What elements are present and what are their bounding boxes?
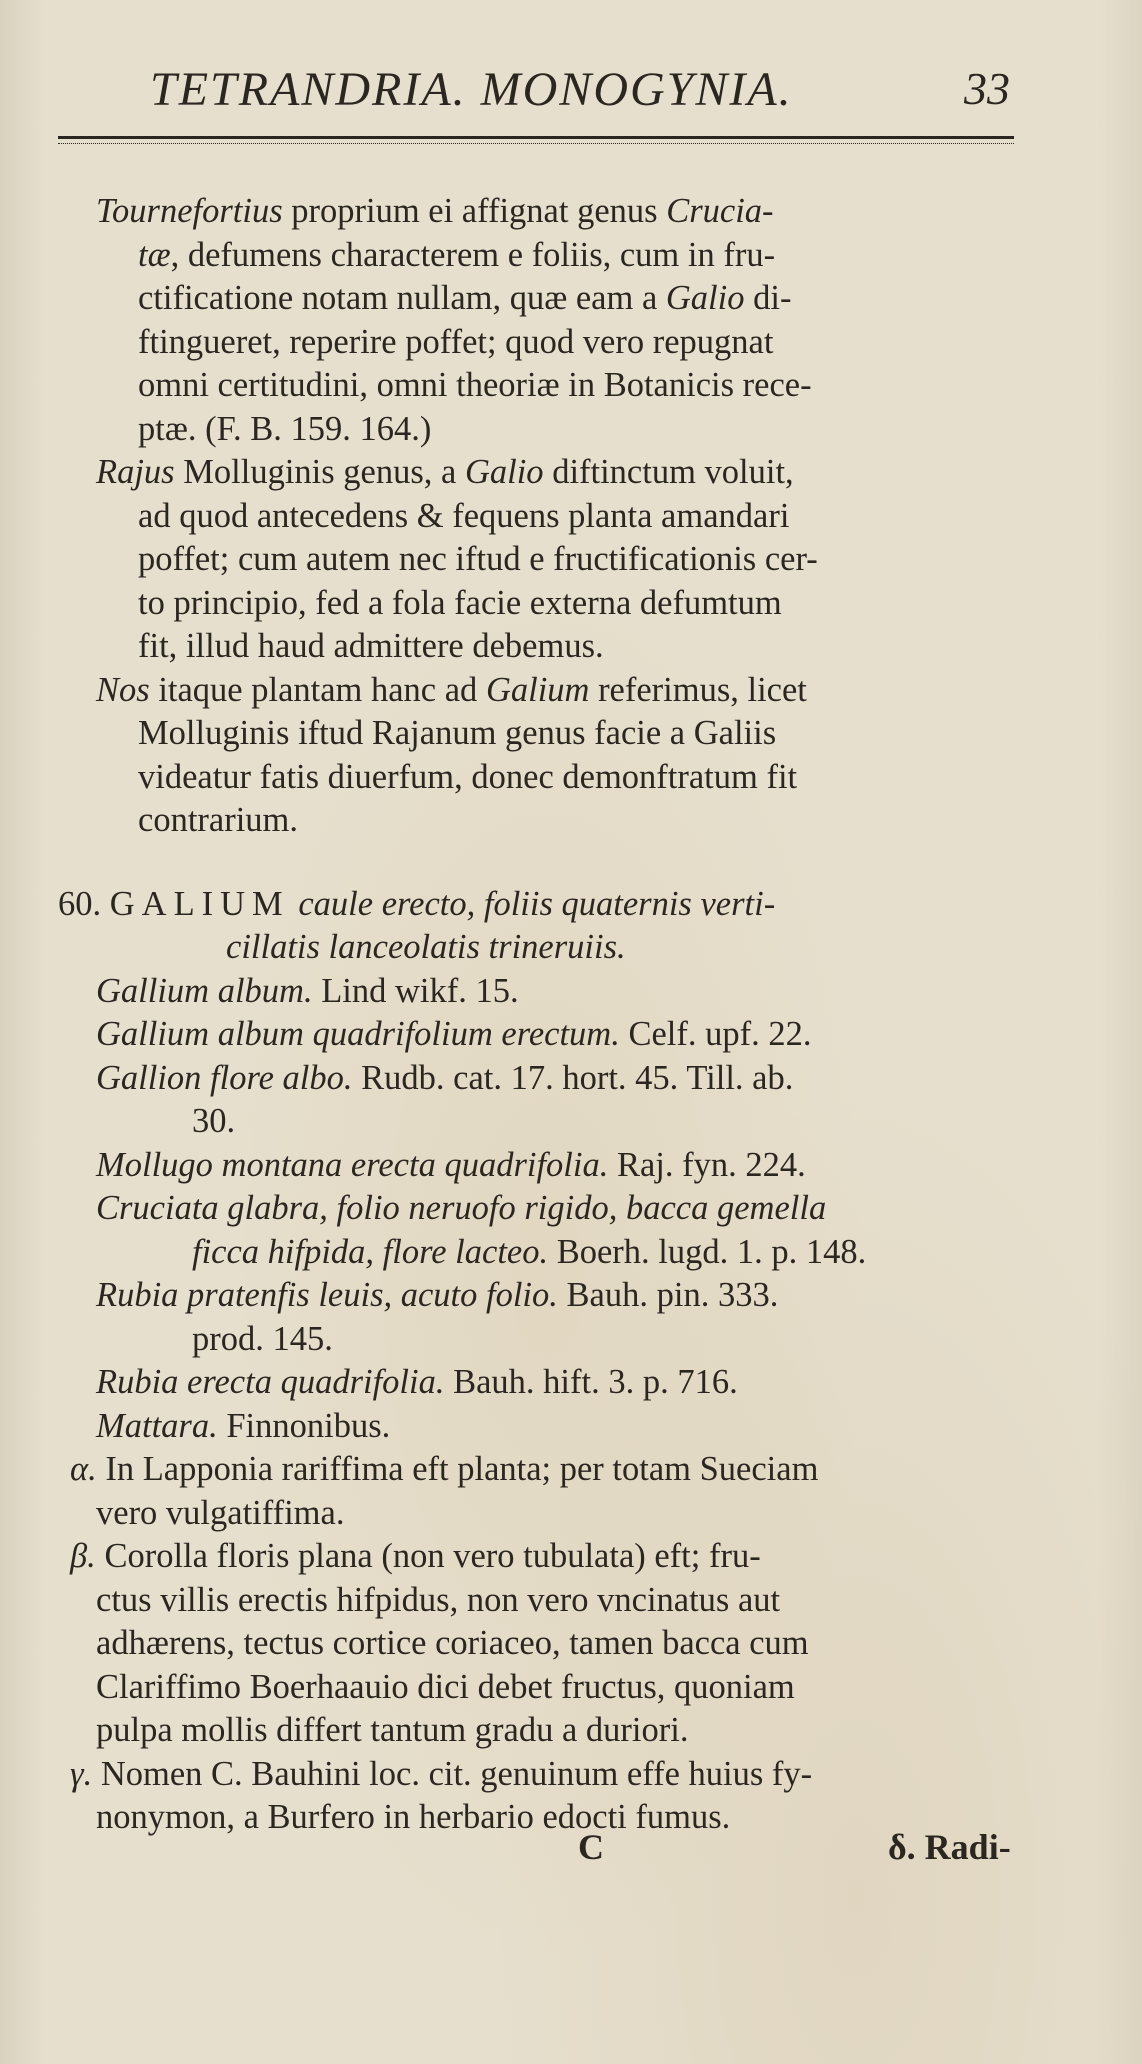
text-line: Clariffimo Boerhaauio dici debet fructus, quoniam (96, 1667, 795, 1706)
text-line: tæ, defumens characterem e foliis, cum in fru- (138, 235, 776, 274)
paragraph-nos (96, 669, 1036, 843)
text-line: Tournefortius proprium ei affignat genus Crucia- (96, 192, 774, 230)
synonym-line: prod. 145. (192, 1319, 333, 1358)
synonym-line: Rubia erecta quadrifolia. Bauh. hift. 3. p. 716. (96, 1363, 738, 1401)
paragraph-rajus (96, 451, 1036, 669)
text-line: ctus villis erectis hifpidus, non vero vncinatus aut (96, 1580, 781, 1619)
species-heading (58, 883, 1036, 927)
signature-mark: C (578, 1827, 604, 1867)
synonym-line: Mollugo montana erecta quadrifolia. Raj. fyn. 224. (96, 1145, 806, 1184)
text-line: omni certitudini, omni theoriæ in Botanicis rece- (138, 366, 812, 404)
genus-name: GALIUM (109, 884, 290, 923)
running-head (150, 62, 1020, 122)
text-line: vero vulgatiffima. (96, 1493, 345, 1532)
note-alpha: α. In Lapponia rariffima eft planta; per totam Sueciam (70, 1450, 819, 1488)
text-line: fit, illud haud admittere debemus. (138, 627, 604, 665)
text-line: ad quod antecedens & fequens planta amandari (138, 496, 790, 535)
synonym-line: ficca hifpida, flore lacteo. Boerh. lugd. 1. p. 148. (192, 1232, 867, 1271)
synonym-line: Cruciata glabra, folio neruofo rigido, bacca gemella (96, 1189, 827, 1227)
header-rule (58, 136, 1014, 144)
text-line: ctificatione notam nullam, quæ eam a Galio di- (138, 279, 792, 317)
text-line: Nos itaque plantam hanc ad Galium referimus, licet (96, 670, 807, 709)
species-number: 60. (58, 884, 102, 923)
note-gamma: γ. Nomen C. Bauhini loc. cit. genuinum effe huius fy- (70, 1754, 813, 1793)
text-line: contrarium. (138, 801, 298, 839)
text-line: ftingueret, reperire poffet; quod vero repugnat (138, 322, 774, 361)
main-text (58, 190, 1036, 1840)
catchword: δ. Radi- (888, 1827, 1011, 1867)
text-line: ptæ. (F. B. 159. 164.) (138, 409, 432, 448)
text-line: videatur fatis diuerfum, donec demonftratum fit (138, 757, 798, 796)
species-diagnosis: caule erecto, foliis quaternis verti- (298, 884, 776, 923)
text-line: adhærens, tectus cortice coriaceo, tamen bacca cum (96, 1624, 809, 1662)
text-line: Molluginis iftud Rajanum genus facie a Galiis (138, 714, 777, 752)
synonym-line: Gallium album. Lind wikf. 15. (96, 971, 519, 1010)
text-line: nonymon, a Burfero in herbario edocti fumus. (96, 1798, 731, 1836)
text-line: cillatis lanceolatis trineruiis. (226, 928, 626, 966)
text-line: Rajus Molluginis genus, a Galio diftinctum voluit, (96, 453, 794, 491)
synonym-line: Gallion flore albo. Rudb. cat. 17. hort. 45. Till. ab. (96, 1058, 794, 1097)
running-title: TETRANDRIA. MONOGYNIA. (150, 63, 793, 116)
text-line: poffet; cum autem nec iftud e fructificationis cer- (138, 540, 818, 578)
synonym-line: Rubia pratenfis leuis, acuto folio. Bauh. pin. 333. (96, 1276, 779, 1314)
page-number: 33 (964, 63, 1010, 114)
paragraph-tournefortius (96, 190, 1036, 451)
synonym-line: Gallium album quadrifolium erectum. Celf. upf. 22. (96, 1015, 812, 1053)
note-beta: β. Corolla floris plana (non vero tubulata) eft; fru- (70, 1537, 761, 1575)
text-line: pulpa mollis differt tantum gradu a duriori. (96, 1711, 689, 1749)
synonym-line: 30. (192, 1102, 236, 1140)
synonym-line: Mattara. Finnonibus. (96, 1406, 391, 1445)
text-line: to principio, fed a fola facie externa defumtum (138, 583, 782, 622)
species-entry (58, 883, 1036, 1840)
